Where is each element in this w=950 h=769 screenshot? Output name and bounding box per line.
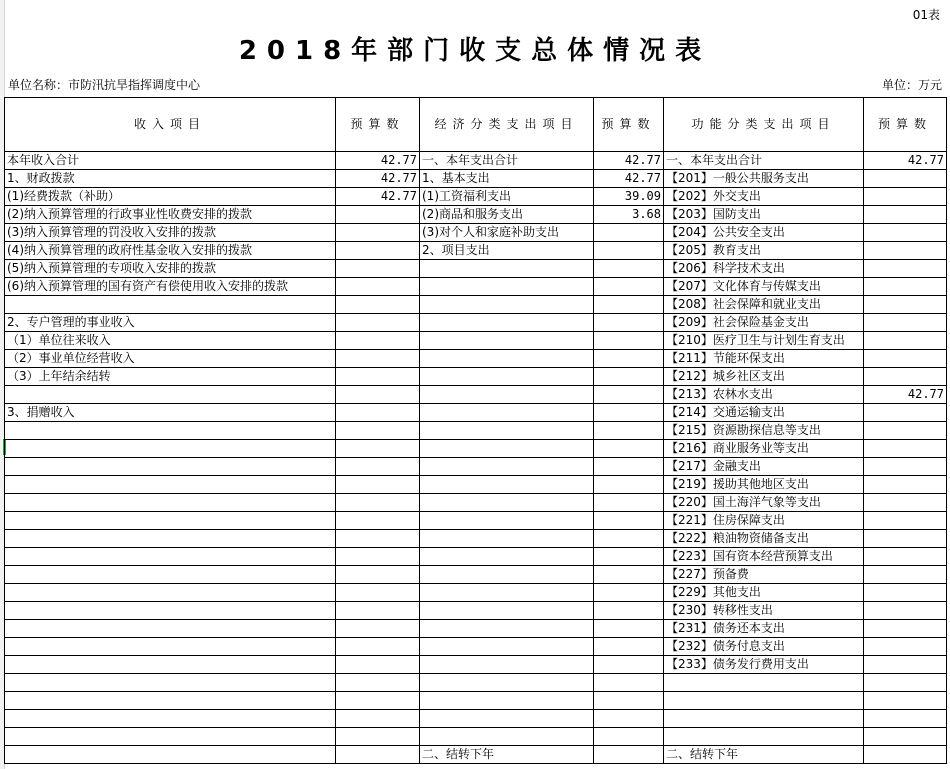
cell-economic-item[interactable]: 一、本年支出合计 (420, 152, 594, 170)
cell-functional-item[interactable]: 【227】预备费 (664, 566, 864, 584)
cell-economic-item[interactable] (420, 602, 594, 620)
cell-income-budget[interactable] (336, 314, 420, 332)
cell-economic-budget[interactable] (594, 476, 664, 494)
cell-economic-budget[interactable] (594, 584, 664, 602)
cell-economic-budget[interactable] (594, 350, 664, 368)
cell-economic-item[interactable] (420, 566, 594, 584)
cell-functional-item[interactable]: 【204】公共安全支出 (664, 224, 864, 242)
cell-income-item[interactable] (5, 584, 336, 602)
cell-economic-item[interactable] (420, 296, 594, 314)
cell-economic-item[interactable] (420, 422, 594, 440)
table-row (5, 386, 947, 404)
cell-functional-item[interactable]: 【232】债务付息支出 (664, 638, 864, 656)
cell-functional-budget[interactable] (864, 170, 947, 188)
cell-income-item[interactable]: (2)纳入预算管理的行政事业性收费安排的拨款 (5, 206, 336, 224)
cell-functional-item[interactable]: 【208】社会保障和就业支出 (664, 296, 864, 314)
cell-income-budget[interactable] (336, 332, 420, 350)
cell-functional-budget[interactable] (864, 350, 947, 368)
cell-income-budget[interactable] (336, 638, 420, 656)
cell-functional-budget[interactable] (864, 440, 947, 458)
cell-functional-item[interactable]: 【209】社会保险基金支出 (664, 314, 864, 332)
table-row (5, 530, 947, 548)
table-row (5, 692, 947, 710)
cell-economic-budget[interactable] (594, 404, 664, 422)
cell-economic-item[interactable] (420, 350, 594, 368)
cell-functional-budget[interactable] (864, 278, 947, 296)
cell-economic-budget[interactable] (594, 224, 664, 242)
header-economic-budget: 预算数 (594, 98, 664, 152)
table-row (5, 332, 947, 350)
cell-economic-item[interactable]: 2、项目支出 (420, 242, 594, 260)
cell-functional-budget[interactable] (864, 188, 947, 206)
cell-economic-item[interactable] (420, 620, 594, 638)
cell-economic-item[interactable]: 二、结转下年 (420, 746, 594, 764)
cell-income-item[interactable] (5, 494, 336, 512)
table-row (5, 710, 947, 728)
cell-economic-item[interactable] (420, 638, 594, 656)
cell-income-item[interactable]: (3)纳入预算管理的罚没收入安排的拨款 (5, 224, 336, 242)
table-row (5, 602, 947, 620)
table-row (5, 476, 947, 494)
cell-economic-item[interactable] (420, 476, 594, 494)
cell-income-budget[interactable] (336, 458, 420, 476)
cell-economic-item[interactable] (420, 584, 594, 602)
cell-income-budget[interactable]: 42.77 (336, 152, 420, 170)
cell-income-item[interactable] (5, 728, 336, 746)
cell-functional-budget[interactable] (864, 458, 947, 476)
cell-income-budget[interactable]: 42.77 (336, 170, 420, 188)
table-header-row (5, 98, 947, 152)
cell-functional-item[interactable]: 【215】资源勘探信息等支出 (664, 422, 864, 440)
table-row (5, 458, 947, 476)
cell-economic-item[interactable] (420, 368, 594, 386)
cell-income-budget[interactable] (336, 476, 420, 494)
cell-income-item[interactable]: 3、捐赠收入 (5, 404, 336, 422)
cell-functional-item[interactable]: 【230】转移性支出 (664, 602, 864, 620)
cell-income-item[interactable]: 2、专户管理的事业收入 (5, 314, 336, 332)
table-row (5, 350, 947, 368)
cell-functional-budget[interactable] (864, 404, 947, 422)
cell-functional-budget[interactable] (864, 368, 947, 386)
cell-income-item[interactable] (5, 746, 336, 764)
cell-functional-item[interactable]: 【220】国土海洋气象等支出 (664, 494, 864, 512)
table-row (5, 638, 947, 656)
cell-economic-budget[interactable] (594, 548, 664, 566)
cell-functional-item[interactable]: 【229】其他支出 (664, 584, 864, 602)
cell-economic-budget[interactable] (594, 656, 664, 674)
cell-economic-item[interactable] (420, 260, 594, 278)
cell-economic-budget[interactable] (594, 710, 664, 728)
cell-economic-budget[interactable] (594, 602, 664, 620)
header-income-item: 收入项目 (5, 98, 336, 152)
cell-income-item[interactable] (5, 692, 336, 710)
cell-functional-budget[interactable] (864, 746, 947, 764)
cell-income-item[interactable] (5, 710, 336, 728)
cell-functional-item[interactable] (664, 692, 864, 710)
cell-economic-budget[interactable] (594, 422, 664, 440)
cell-income-item[interactable]: （1）单位往来收入 (5, 332, 336, 350)
table-row (5, 170, 947, 188)
cell-income-budget[interactable] (336, 530, 420, 548)
cell-economic-budget[interactable] (594, 368, 664, 386)
cell-functional-item[interactable] (664, 710, 864, 728)
cell-functional-item[interactable]: 【205】教育支出 (664, 242, 864, 260)
cell-economic-budget[interactable]: 42.77 (594, 170, 664, 188)
cell-income-budget[interactable] (336, 440, 420, 458)
cell-functional-item[interactable]: 【222】粮油物资储备支出 (664, 530, 864, 548)
cell-income-budget[interactable] (336, 422, 420, 440)
cell-functional-item[interactable]: 【202】外交支出 (664, 188, 864, 206)
cell-functional-item[interactable]: 【213】农林水支出 (664, 386, 864, 404)
cell-economic-budget[interactable] (594, 674, 664, 692)
cell-economic-item[interactable] (420, 332, 594, 350)
cell-functional-budget[interactable] (864, 584, 947, 602)
cell-income-item[interactable] (5, 656, 336, 674)
table-row (5, 746, 947, 764)
cell-income-item[interactable] (5, 476, 336, 494)
cell-income-budget[interactable] (336, 548, 420, 566)
cell-functional-item[interactable] (664, 728, 864, 746)
cell-functional-item[interactable]: 【233】债务发行费用支出 (664, 656, 864, 674)
cell-income-budget[interactable]: 42.77 (336, 188, 420, 206)
cell-income-budget[interactable] (336, 728, 420, 746)
cell-functional-item[interactable]: 一、本年支出合计 (664, 152, 864, 170)
cell-income-budget[interactable] (336, 386, 420, 404)
cell-functional-item[interactable]: 【231】债务还本支出 (664, 620, 864, 638)
table-row (5, 152, 947, 170)
cell-income-budget[interactable] (336, 350, 420, 368)
cell-economic-item[interactable] (420, 278, 594, 296)
cell-income-budget[interactable] (336, 296, 420, 314)
cell-economic-budget[interactable] (594, 728, 664, 746)
cell-economic-item[interactable]: (3)对个人和家庭补助支出 (420, 224, 594, 242)
cell-income-budget[interactable] (336, 278, 420, 296)
cell-income-item[interactable] (5, 548, 336, 566)
cell-economic-item[interactable] (420, 692, 594, 710)
cell-economic-item[interactable] (420, 458, 594, 476)
page-title: 2018年部门收支总体情况表 (238, 36, 712, 66)
cell-functional-item[interactable]: 【219】援助其他地区支出 (664, 476, 864, 494)
unit-name: 单位名称：市防汛抗旱指挥调度中心 (8, 78, 201, 92)
table-row (5, 656, 947, 674)
sheet-code: 01表 (912, 8, 940, 22)
cell-income-item[interactable] (5, 674, 336, 692)
cell-functional-budget[interactable] (864, 602, 947, 620)
cell-income-item[interactable] (5, 422, 336, 440)
cell-income-budget[interactable] (336, 512, 420, 530)
table-row (5, 314, 947, 332)
cell-functional-item[interactable]: 二、结转下年 (664, 746, 864, 764)
cell-income-item[interactable] (5, 440, 336, 458)
cell-economic-item[interactable] (420, 656, 594, 674)
cell-economic-item[interactable] (420, 494, 594, 512)
cell-functional-budget[interactable] (864, 512, 947, 530)
cell-functional-budget[interactable] (864, 422, 947, 440)
cell-economic-item[interactable] (420, 386, 594, 404)
cell-functional-budget[interactable] (864, 332, 947, 350)
cell-income-budget[interactable] (336, 620, 420, 638)
cell-functional-budget[interactable] (864, 692, 947, 710)
table-row (5, 494, 947, 512)
cell-economic-budget[interactable] (594, 314, 664, 332)
cell-income-budget[interactable] (336, 710, 420, 728)
cell-economic-budget[interactable] (594, 278, 664, 296)
cell-income-item[interactable] (5, 386, 336, 404)
header-income-budget: 预算数 (336, 98, 420, 152)
header-economic-item: 经济分类支出项目 (420, 98, 594, 152)
cell-income-item[interactable]: (1)经费拨款（补助） (5, 188, 336, 206)
cell-income-item[interactable] (5, 512, 336, 530)
currency-unit: 单位：万元 (881, 78, 942, 92)
table-row (5, 512, 947, 530)
cell-income-item[interactable] (5, 458, 336, 476)
cell-economic-budget[interactable] (594, 260, 664, 278)
cell-income-item[interactable] (5, 602, 336, 620)
cell-economic-budget[interactable]: 3.68 (594, 206, 664, 224)
cell-economic-budget[interactable] (594, 746, 664, 764)
table-row (5, 620, 947, 638)
table-row (5, 188, 947, 206)
cell-functional-budget[interactable] (864, 242, 947, 260)
cell-functional-budget[interactable] (864, 728, 947, 746)
cell-functional-budget[interactable]: 42.77 (864, 386, 947, 404)
cell-functional-item[interactable]: 【203】国防支出 (664, 206, 864, 224)
cell-economic-budget[interactable] (594, 620, 664, 638)
cell-income-budget[interactable] (336, 404, 420, 422)
cell-functional-budget[interactable] (864, 674, 947, 692)
cell-economic-budget[interactable] (594, 296, 664, 314)
cell-income-item[interactable]: 本年收入合计 (5, 152, 336, 170)
cell-economic-item[interactable] (420, 512, 594, 530)
cell-functional-budget[interactable] (864, 314, 947, 332)
cell-economic-budget[interactable] (594, 566, 664, 584)
cell-economic-budget[interactable] (594, 386, 664, 404)
cell-economic-item[interactable] (420, 674, 594, 692)
cell-functional-item[interactable]: 【223】国有资本经营预算支出 (664, 548, 864, 566)
cell-functional-item[interactable]: 【206】科学技术支出 (664, 260, 864, 278)
cell-economic-budget[interactable] (594, 332, 664, 350)
cell-income-item[interactable] (5, 566, 336, 584)
cell-income-budget[interactable] (336, 206, 420, 224)
cell-economic-item[interactable] (420, 530, 594, 548)
table-row (5, 404, 947, 422)
cell-functional-item[interactable]: 【207】文化体育与传媒支出 (664, 278, 864, 296)
cell-economic-item[interactable] (420, 728, 594, 746)
table-row (5, 260, 947, 278)
cell-economic-item[interactable] (420, 710, 594, 728)
cell-income-budget[interactable] (336, 242, 420, 260)
cell-income-budget[interactable] (336, 692, 420, 710)
cell-functional-budget[interactable] (864, 476, 947, 494)
cell-economic-item[interactable] (420, 440, 594, 458)
cell-economic-budget[interactable] (594, 494, 664, 512)
cell-functional-budget[interactable] (864, 260, 947, 278)
table-row (5, 368, 947, 386)
cell-functional-budget[interactable] (864, 638, 947, 656)
cell-economic-budget[interactable] (594, 638, 664, 656)
cell-income-item[interactable] (5, 296, 336, 314)
cell-functional-budget[interactable] (864, 296, 947, 314)
table-row (5, 728, 947, 746)
cell-functional-item[interactable]: 【201】一般公共服务支出 (664, 170, 864, 188)
cell-economic-item[interactable]: (1)工资福利支出 (420, 188, 594, 206)
cell-income-budget[interactable] (336, 656, 420, 674)
table-row (5, 242, 947, 260)
table-row (5, 440, 947, 458)
budget-table (4, 97, 947, 764)
table-row (5, 584, 947, 602)
cell-functional-item[interactable]: 【216】商业服务业等支出 (664, 440, 864, 458)
cell-income-item[interactable]: (6)纳入预算管理的国有资产有偿使用收入安排的拨款 (5, 278, 336, 296)
table-row (5, 278, 947, 296)
table-row (5, 206, 947, 224)
cell-functional-budget[interactable] (864, 548, 947, 566)
cell-economic-item[interactable] (420, 404, 594, 422)
cell-functional-budget[interactable] (864, 206, 947, 224)
cell-economic-budget[interactable] (594, 242, 664, 260)
cell-functional-item[interactable]: 【210】医疗卫生与计划生育支出 (664, 332, 864, 350)
cell-functional-budget[interactable] (864, 566, 947, 584)
cell-functional-budget[interactable] (864, 224, 947, 242)
header-functional-budget: 预算数 (864, 98, 947, 152)
cell-economic-item[interactable] (420, 548, 594, 566)
cell-functional-budget[interactable]: 42.77 (864, 152, 947, 170)
cell-income-budget[interactable] (336, 746, 420, 764)
cell-income-item[interactable] (5, 620, 336, 638)
cell-income-budget[interactable] (336, 494, 420, 512)
cell-functional-item[interactable]: 【217】金融支出 (664, 458, 864, 476)
cell-economic-budget[interactable]: 39.09 (594, 188, 664, 206)
cell-economic-item[interactable]: (2)商品和服务支出 (420, 206, 594, 224)
cell-functional-budget[interactable] (864, 710, 947, 728)
cell-functional-item[interactable]: 【221】住房保障支出 (664, 512, 864, 530)
table-row (5, 566, 947, 584)
cell-economic-budget[interactable] (594, 458, 664, 476)
cell-income-budget[interactable] (336, 368, 420, 386)
header-functional-item: 功能分类支出项目 (664, 98, 864, 152)
cell-income-budget[interactable] (336, 602, 420, 620)
cell-functional-item[interactable]: 【211】节能环保支出 (664, 350, 864, 368)
cell-functional-item[interactable] (664, 674, 864, 692)
table-row (5, 674, 947, 692)
cell-income-budget[interactable] (336, 260, 420, 278)
cell-economic-budget[interactable] (594, 440, 664, 458)
cell-income-item[interactable]: （3）上年结余结转 (5, 368, 336, 386)
table-row (5, 296, 947, 314)
cell-economic-item[interactable]: 1、基本支出 (420, 170, 594, 188)
cell-economic-budget[interactable]: 42.77 (594, 152, 664, 170)
cell-income-item[interactable]: （2）事业单位经营收入 (5, 350, 336, 368)
cell-economic-budget[interactable] (594, 512, 664, 530)
table-row (5, 548, 947, 566)
cell-income-budget[interactable] (336, 224, 420, 242)
cell-income-item[interactable]: 1、财政拨款 (5, 170, 336, 188)
cell-functional-budget[interactable] (864, 656, 947, 674)
table-row (5, 422, 947, 440)
cell-functional-item[interactable]: 【214】交通运输支出 (664, 404, 864, 422)
cell-income-item[interactable]: (5)纳入预算管理的专项收入安排的拨款 (5, 260, 336, 278)
cell-income-item[interactable] (5, 638, 336, 656)
cell-economic-budget[interactable] (594, 692, 664, 710)
cell-functional-budget[interactable] (864, 494, 947, 512)
cell-functional-budget[interactable] (864, 530, 947, 548)
cell-income-budget[interactable] (336, 674, 420, 692)
cell-income-item[interactable]: (4)纳入预算管理的政府性基金收入安排的拨款 (5, 242, 336, 260)
cell-functional-budget[interactable] (864, 620, 947, 638)
cell-economic-budget[interactable] (594, 530, 664, 548)
cell-income-budget[interactable] (336, 566, 420, 584)
cell-economic-item[interactable] (420, 314, 594, 332)
cell-income-item[interactable] (5, 530, 336, 548)
cell-income-budget[interactable] (336, 584, 420, 602)
table-row (5, 224, 947, 242)
cell-functional-item[interactable]: 【212】城乡社区支出 (664, 368, 864, 386)
